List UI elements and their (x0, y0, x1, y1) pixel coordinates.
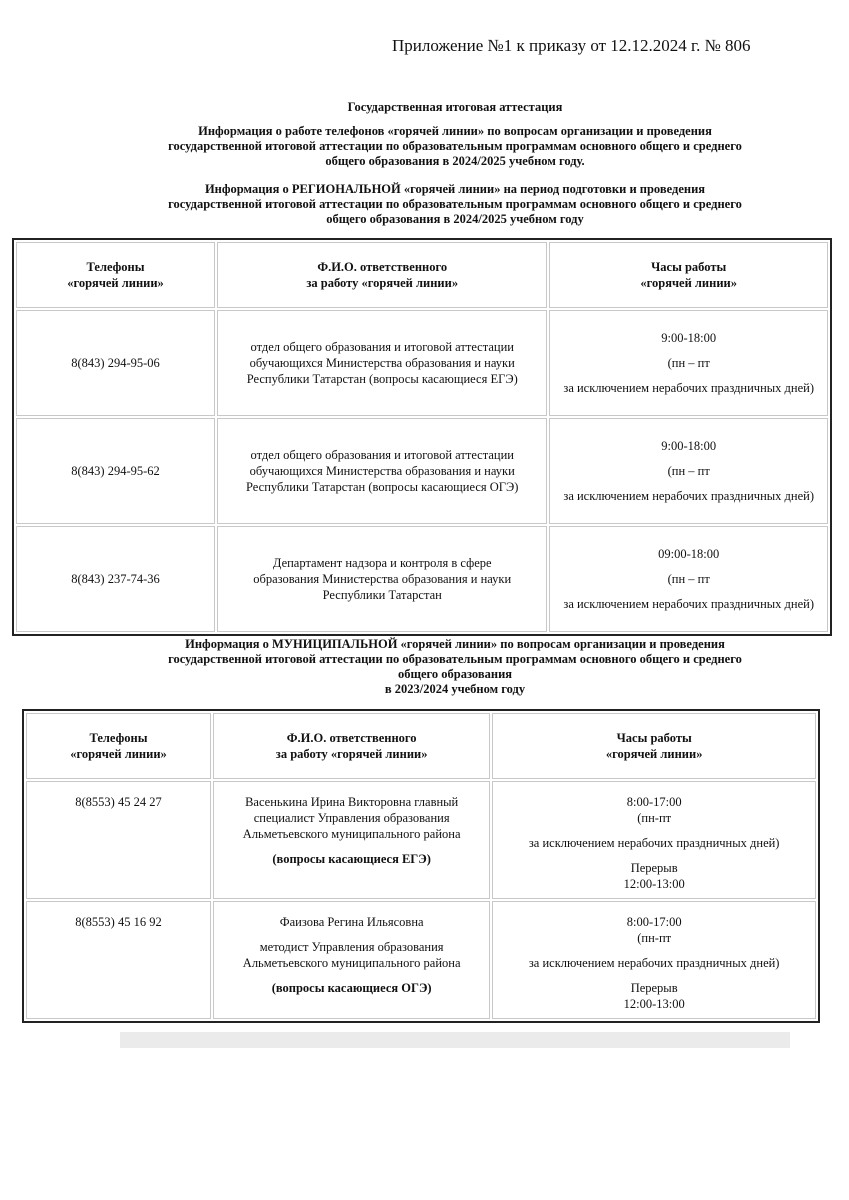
heading-regional (60, 182, 849, 227)
heading-line: Информация о МУНИЦИПАЛЬНОЙ «горячей линии» по вопросам организации и проведения (185, 637, 725, 651)
heading-gia: Государственная итоговая аттестация (347, 100, 563, 114)
phone-cell: 8(843) 294-95-06 (16, 310, 215, 416)
hours-cell: 8:00-17:00 (пн-пт за исключением нерабочих праздничных дней) Перерыв 12:00-13:00 (492, 781, 816, 899)
heading-municipal (60, 637, 849, 697)
heading-line: государственной итоговой аттестации по образовательным программам основного общего и среднего (168, 197, 742, 211)
heading-line: Информация о работе телефонов «горячей линии» по вопросам организации и проведения (198, 124, 712, 138)
column-header-hours: Часы работы «горячей линии» (549, 242, 828, 308)
topic-label: (вопросы касающиеся ЕГЭ) (272, 852, 431, 866)
regional-hotline-table (12, 238, 832, 636)
heading-hotline-info (60, 124, 849, 169)
hours-cell: 9:00-18:00 (пн – пт за исключением нерабочих праздничных дней) (549, 418, 828, 524)
phone-cell: 8(843) 294-95-62 (16, 418, 215, 524)
table-header-row (26, 713, 816, 779)
heading-line: общего образования (397, 667, 513, 681)
table-row (16, 310, 828, 416)
hours-cell: 9:00-18:00 (пн – пт за исключением нерабочих праздничных дней) (549, 310, 828, 416)
heading-line: в 2023/2024 учебном году (384, 682, 526, 696)
municipal-hotline-table (22, 709, 820, 1023)
column-header-hours: Часы работы «горячей линии» (492, 713, 816, 779)
column-header-responsible: Ф.И.О. ответственного за работу «горячей линии» (213, 713, 490, 779)
gray-bar-divider (120, 1032, 790, 1048)
heading-line: общего образования в 2024/2025 учебном году. (325, 154, 585, 168)
appendix-reference: Приложение №1 к приказу от 12.12.2024 г. № 806 (392, 36, 751, 55)
hours-cell: 8:00-17:00 (пн-пт за исключением нерабочих праздничных дней) Перерыв 12:00-13:00 (492, 901, 816, 1019)
responsible-cell: Фаизова Регина Ильясовна методист Управления образования Альметьевского муниципального района (вопросы касающиеся ОГЭ) (213, 901, 490, 1019)
responsible-cell: отдел общего образования и итоговой аттестации обучающихся Министерства образования и науки Республики Татарстан (вопросы касающиеся ОГЭ) (217, 418, 547, 524)
heading-line: государственной итоговой аттестации по образовательным программам основного общего и среднего (168, 652, 742, 666)
column-header-phones: Телефоны «горячей линии» (16, 242, 215, 308)
phone-cell: 8(8553) 45 24 27 (26, 781, 211, 899)
table-row (16, 418, 828, 524)
table-header-row (16, 242, 828, 308)
hours-cell: 09:00-18:00 (пн – пт за исключением нерабочих праздничных дней) (549, 526, 828, 632)
table-row (26, 781, 816, 899)
table-row (16, 526, 828, 632)
responsible-cell: отдел общего образования и итоговой аттестации обучающихся Министерства образования и науки Республики Татарстан (вопросы касающиеся ЕГЭ) (217, 310, 547, 416)
responsible-cell: Васенькина Ирина Викторовна главный специалист Управления образования Альметьевского муниципального района (вопросы касающиеся ЕГЭ) (213, 781, 490, 899)
column-header-responsible: Ф.И.О. ответственного за работу «горячей линии» (217, 242, 547, 308)
responsible-cell: Департамент надзора и контроля в сфере образования Министерства образования и науки Республики Татарстан (217, 526, 547, 632)
phone-cell: 8(843) 237-74-36 (16, 526, 215, 632)
heading-line: Информация о РЕГИОНАЛЬНОЙ «горячей линии» на период подготовки и проведения (204, 182, 706, 196)
topic-label: (вопросы касающиеся ОГЭ) (271, 981, 432, 995)
column-header-phones: Телефоны «горячей линии» (26, 713, 211, 779)
heading-line: государственной итоговой аттестации по образовательным программам основного общего и среднего (168, 139, 742, 153)
phone-cell: 8(8553) 45 16 92 (26, 901, 211, 1019)
heading-line: общего образования в 2024/2025 учебном году (326, 212, 584, 226)
table-row (26, 901, 816, 1019)
